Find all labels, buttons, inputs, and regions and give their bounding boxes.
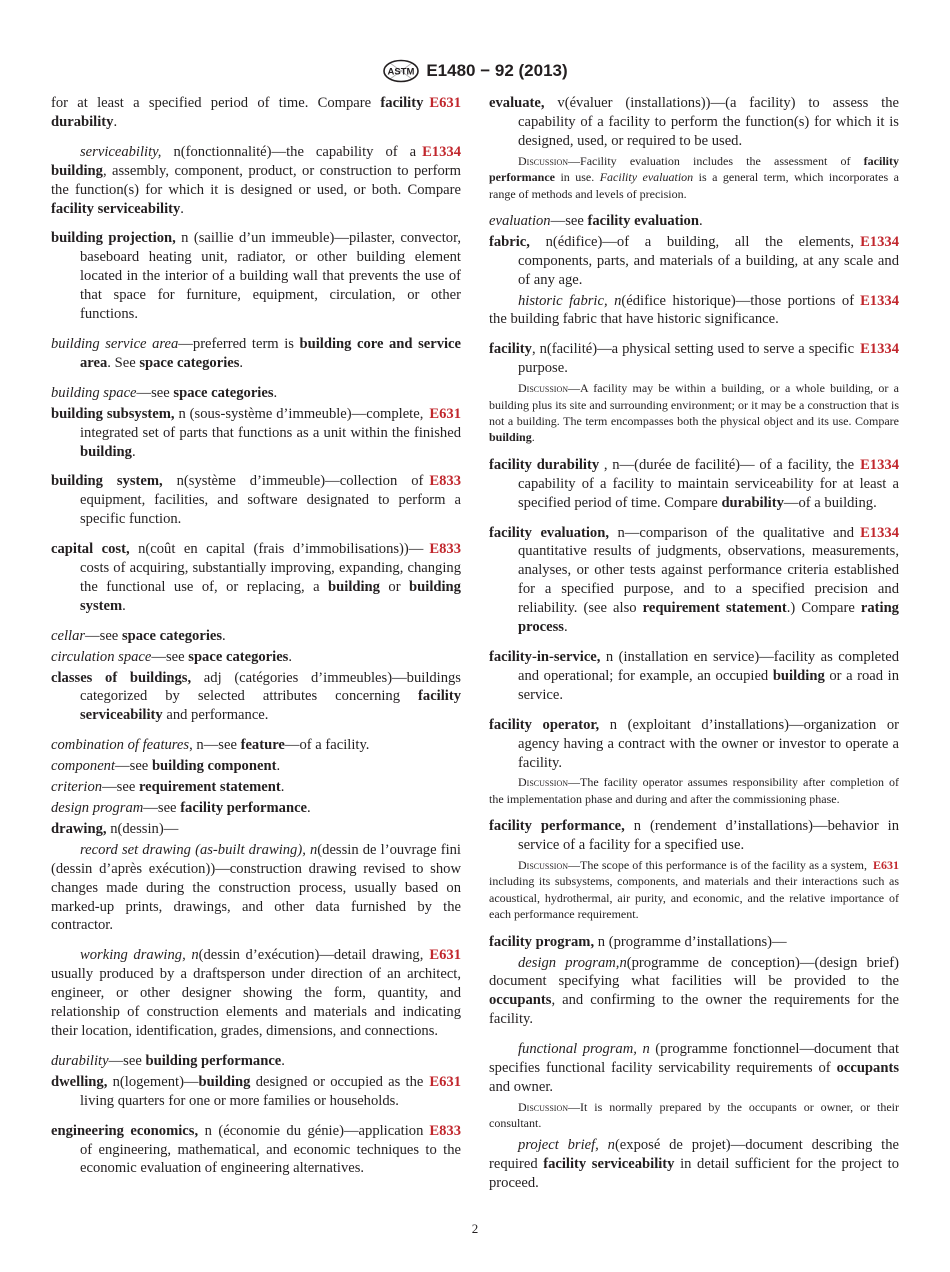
definition-entry: record set drawing (as-built drawing), n(dessin de l’ouvrage fini (dessin d’après exécution))—construction drawing revised to show changes made during the construction process, usually based on marked-up prints, drawings, and other data furnished by the contractor. — [51, 841, 461, 934]
standard-reference[interactable]: E631 — [429, 1073, 461, 1090]
definition-term: building projection, — [51, 230, 176, 247]
definition-term: evaluation — [489, 212, 551, 229]
definition-term: facility-in-service, — [489, 648, 601, 665]
definition-entry: durability—see building performance. — [51, 1052, 285, 1069]
discussion-note: Discussion—It is normally prepared by the occupants or owner, or their consultant. — [489, 1099, 899, 1131]
definition-entry: evaluate, v(évaluer (installations))—(a facility) to assess the capability of a facility to perform the function(s) for which it is designed, used, or required to be used. — [489, 95, 899, 149]
standard-reference[interactable]: E1334 — [860, 341, 899, 358]
definition-term: serviceability, — [80, 143, 162, 160]
definition-entry: building projection, n (saillie d’un immeuble)—pilaster, convector, baseboard heating unit, radiator, or other building element located in the interior of a building wall that prevents the use of that space for furniture, equipment, circulation, or other functions. — [51, 230, 462, 323]
definition-entry: E631 working drawing, n(dessin d’exécution)—detail drawing, usually produced by a draftsperson under direction of an architect, engineer, or other designer showing the form, quantity, and relationship of construction elements and materials and indicating their location, identification, grades, dimensions, and connections. — [51, 947, 461, 1039]
definition-entry: functional program, n (programme fonctionnel—document that specifies functional facility servicability requirements of occupants and owner. — [489, 1041, 900, 1095]
left-column — [51, 94, 461, 1189]
definition-entry: drawing, n(dessin)— — [51, 820, 179, 837]
definition-term: building subsystem, — [51, 405, 175, 422]
definition-term: design program — [51, 800, 144, 816]
standard-reference[interactable]: E631 — [429, 947, 461, 964]
definition-entry: E833 building system, n(système d’immeuble)—collection of equipment, facilities, and software designated to perform a specific function. — [51, 473, 461, 528]
page-header — [0, 58, 950, 84]
definition-entry: combination of features, n—see feature—of a facility. — [51, 737, 370, 754]
definition-entry: design program—see facility performance. — [51, 800, 311, 816]
definition-entry: design program,n(programme de conception)—(design brief) document specifying what facilities will be provided to the occupants, and confirming to the owner the requirements for the facility. — [489, 954, 899, 1028]
standard-reference[interactable]: E1334 — [860, 524, 899, 541]
definition-term: facility operator, — [489, 716, 600, 733]
standard-reference[interactable]: E1334 — [860, 292, 899, 309]
definition-entry: E1334 fabric, n(édifice)—of a building, all the elements, components, parts, and materials of a building, at any scale and of any age. — [489, 233, 899, 288]
definition-term: functional program, n — [518, 1041, 650, 1058]
svg-text:ASTM: ASTM — [387, 66, 415, 78]
discussion-note: E631 Discussion—The scope of this performance is of the facility as a system, including its subsystems, components, and materials and their interactions such as acoustical, hydrothermal, air purity, and economic, and the relative importance of each performance requirement. — [489, 858, 899, 922]
definition-entry: classes of buildings, adj (catégories d’immeubles)—buildings categorized by selected attributes concerning facility serviceability and performance. — [51, 669, 461, 724]
page-number: 2 — [471, 1221, 479, 1236]
definition-term: record set drawing (as-built drawing), n — [80, 841, 318, 858]
definition-entry: E1334 historic fabric, n(édifice historique)—those portions of the building fabric that have historic significance. — [489, 292, 899, 328]
definition-entry: E1334 serviceability, n(fonctionnalité)—the capability of a building, assembly, component, product, or construction to perform the function(s) for which it is designed or used, or both. Compare facility serviceability. — [51, 143, 461, 217]
definition-entry: E1334 facility, n(facilité)—a physical setting used to serve a specific purpose. — [489, 341, 899, 377]
definition-entry: E631 building subsystem, n (sous-système d’immeuble)—complete, integrated set of parts that functions as a unit within the finished building. — [51, 405, 461, 460]
definition-term: cellar — [51, 627, 86, 644]
definition-term: classes of buildings, — [51, 669, 192, 686]
definition-term: capital cost, — [51, 541, 130, 558]
definition-term: evaluate, — [489, 95, 545, 111]
definition-entry: component—see building component. — [51, 758, 281, 775]
standard-reference[interactable]: E1334 — [860, 233, 899, 250]
standard-reference[interactable]: E833 — [429, 473, 461, 490]
definition-entry: evaluation—see facility evaluation. — [489, 212, 703, 229]
right-column — [489, 94, 899, 1203]
definition-entry: E833 engineering economics, n (économie du génie)—application of engineering, mathematical, and economic techniques to the economic evaluation of engineering alternatives. — [51, 1122, 461, 1177]
definition-term: combination of features — [51, 737, 190, 754]
astm-logo-icon — [382, 59, 420, 83]
definition-term: fabric, — [489, 233, 530, 250]
definition-term: engineering economics, — [51, 1122, 199, 1139]
definition-entry: building service area—preferred term is building core and service area. See space categories. — [51, 335, 462, 371]
definition-entry: facility-in-service, n (installation en service)—facility as completed and operational; for example, an occupied building or a road in service. — [489, 648, 899, 703]
definition-entry: E631 dwelling, n(logement)—building designed or occupied as the living quarters for one or more families or households. — [51, 1073, 461, 1109]
definition-term: facility durability — [489, 456, 600, 473]
definition-entry: E1334 facility durability , n—(durée de facilité)— of a facility, the capability of a facility to maintain serviceability for at least a specified period of time. Compare durability—of a building. — [489, 456, 899, 511]
standard-reference[interactable]: E631 — [429, 405, 461, 422]
definition-entry: E1334 facility evaluation, n—comparison of the qualitative and quantitative results of judgments, observations, measurements, analyses, or other tests against performance criteria established for a specified purpose, and to a specified precision and reliability. (see also requirement statement.) Compare rating process. — [489, 524, 899, 636]
definition-entry: criterion—see requirement statement. — [51, 779, 285, 796]
definition-term: historic fabric, n — [518, 292, 622, 309]
standard-reference[interactable]: E631 — [429, 95, 461, 111]
definition-term: project brief, n — [518, 1136, 615, 1153]
definition-term: building service area — [51, 335, 179, 352]
definition-term: dwelling, — [51, 1073, 108, 1090]
definition-term: criterion — [51, 779, 103, 796]
standard-reference[interactable]: E1334 — [422, 143, 461, 160]
definition-entry: cellar—see space categories. — [51, 627, 226, 644]
definition-entry: facility performance, n (rendement d’installations)—behavior in service of a facility for a specified use. — [489, 818, 900, 854]
discussion-note: Discussion—Facility evaluation includes the assessment of facility performance in use. Facility evaluation is a general term, which incorporates a range of methods and levels of precision. — [489, 153, 899, 201]
definition-entry: circulation space—see space categories. — [51, 648, 293, 665]
discussion-note: Discussion—A facility may be within a building, or a whole building, or a building plus its site and surrounding environment; or it may be a construction that is not a building. The term encompasses both the physical object and its use. Compare building. — [489, 381, 899, 445]
standard-reference[interactable]: E833 — [429, 541, 461, 558]
document-id: E1480 − 92 (2013) — [426, 61, 568, 80]
definition-term: building space — [51, 384, 137, 401]
standard-reference[interactable]: E1334 — [860, 456, 899, 473]
definition-term: facility evaluation, — [489, 524, 609, 541]
definition-term: facility performance, — [489, 818, 625, 835]
definition-term: facility program, — [489, 933, 595, 950]
definition-entry: building space—see space categories. — [51, 384, 278, 401]
definition-entry: E631 for at least a specified period of time. Compare facility durability. — [51, 95, 461, 130]
discussion-note: Discussion—The facility operator assumes responsibility after completion of the implementation phase and during and after the commissioning phase. — [489, 775, 899, 806]
definition-term: circulation space — [51, 648, 152, 665]
standard-reference[interactable]: E833 — [429, 1122, 461, 1139]
definition-entry: facility operator, n (exploitant d’installations)—organization or agency having a contract with the owner or investor to operate a facility. — [489, 716, 899, 771]
definition-term: design program,n — [518, 954, 627, 971]
definition-entry: facility program, n (programme d’installations)— — [489, 933, 787, 950]
definition-term: drawing, — [51, 820, 107, 837]
definition-term: working drawing, n — [80, 947, 199, 964]
definition-term: building system, — [51, 473, 163, 490]
definition-term: component — [51, 758, 116, 775]
definition-entry: project brief, n(exposé de projet)—document describing the required facility serviceability in detail sufficient for the project to proceed. — [489, 1136, 899, 1191]
definition-term: durability — [51, 1052, 109, 1069]
definition-term: facility — [489, 341, 532, 358]
definition-entry: E833 capital cost, n(coût en capital (frais d’immobilisations))—costs of acquiring, substantially improving, expanding, changing the functional use of, or replacing, a building or building system. — [51, 541, 461, 614]
standard-reference[interactable]: E631 — [872, 858, 899, 873]
